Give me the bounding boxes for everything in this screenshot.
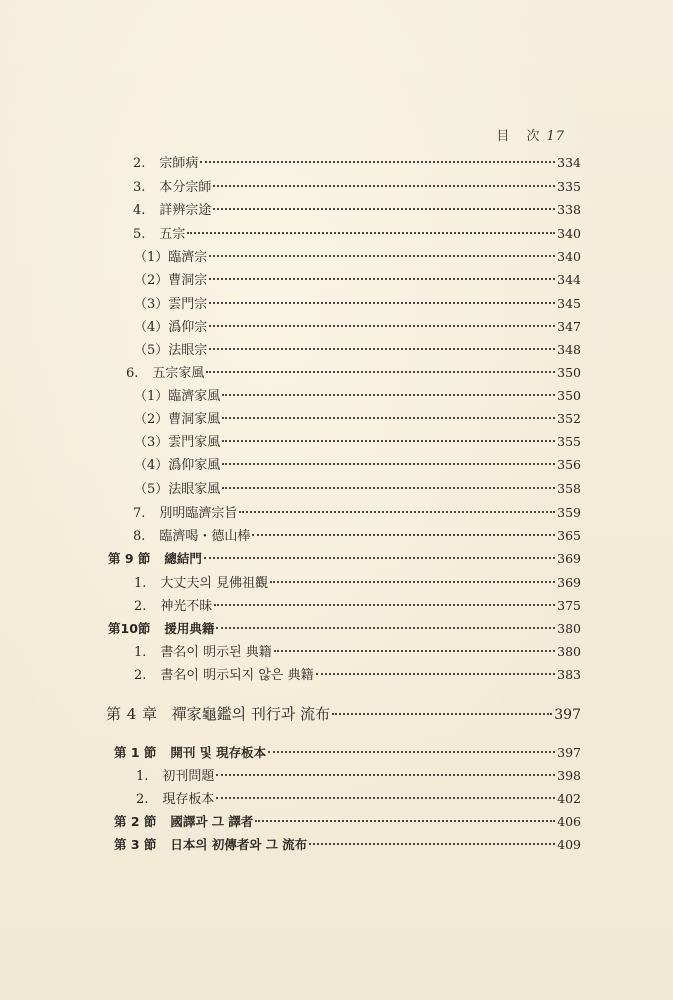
- entry-page: 352: [557, 411, 581, 426]
- entry-page: 335: [557, 179, 581, 194]
- dot-leader: [216, 627, 555, 629]
- toc-entry: [126, 364, 581, 383]
- section-title: 援用典籍: [164, 621, 215, 636]
- entry-number: （5）: [134, 343, 169, 358]
- entry-page: 340: [557, 226, 581, 241]
- dot-leader: [274, 650, 555, 652]
- entry-title: 五宗: [159, 227, 186, 242]
- dot-leader: [222, 394, 555, 396]
- entry-page: 398: [557, 768, 581, 783]
- dot-leader: [222, 463, 555, 465]
- dot-leader: [222, 487, 555, 489]
- entry-page: 359: [557, 505, 581, 520]
- entry-title: 大丈夫의 見佛祖觀: [160, 576, 269, 591]
- entry-page: 369: [557, 551, 581, 566]
- toc-section: [114, 836, 581, 854]
- entry-number: 2.: [133, 156, 146, 171]
- dot-leader: [200, 161, 555, 163]
- entry-number: （2）: [134, 412, 169, 427]
- page-number: 17: [546, 129, 565, 144]
- dot-leader: [209, 348, 555, 350]
- toc-entry: [134, 643, 581, 662]
- entry-number: 1.: [136, 769, 149, 784]
- entry-title: 五宗家風: [152, 366, 205, 381]
- entry-page: 347: [557, 319, 581, 334]
- entry-number: 2.: [134, 599, 147, 614]
- entry-number: 2.: [136, 792, 149, 807]
- entry-number: 4.: [133, 203, 146, 218]
- toc-entry: [134, 271, 581, 290]
- running-head-label-2: 次: [526, 129, 541, 144]
- toc-section: [108, 620, 581, 638]
- entry-number: （1）: [134, 389, 169, 404]
- toc-entry: [136, 790, 581, 809]
- entry-page: 355: [557, 434, 581, 449]
- dot-leader: [209, 302, 555, 304]
- section-number: 第 2 節: [114, 814, 157, 829]
- dot-leader: [270, 581, 555, 583]
- toc-entry: [133, 225, 581, 244]
- section-number: 第 1 節: [114, 745, 157, 760]
- entry-title: 別明臨濟宗旨: [159, 506, 238, 521]
- toc-entry: [134, 295, 581, 314]
- section-title: 國譯과 그 譯者: [170, 814, 254, 829]
- toc-entry: [134, 433, 581, 452]
- entry-number: 2.: [134, 668, 147, 683]
- entry-page: 375: [557, 598, 581, 613]
- entry-number: 3.: [133, 180, 146, 195]
- entry-number: 6.: [126, 366, 139, 381]
- entry-page: 356: [557, 457, 581, 472]
- dot-leader: [268, 751, 555, 753]
- entry-title: 臨濟宗: [168, 250, 208, 265]
- entry-page: 365: [557, 528, 581, 543]
- toc-entry: [134, 574, 581, 593]
- entry-title: 宗師病: [159, 156, 199, 171]
- section-title: 日本의 初傳者와 그 流布: [170, 837, 308, 852]
- entry-page: 409: [557, 837, 581, 852]
- entry-number: （5）: [134, 482, 169, 497]
- chapter-title: 禪家龜鑑의 刊行과 流布: [171, 705, 331, 723]
- entry-page: 350: [557, 388, 581, 403]
- entry-page: 397: [554, 707, 581, 723]
- entry-page: 397: [557, 745, 581, 760]
- section-number: 第 9 節: [108, 551, 151, 566]
- section-number: 第 3 節: [114, 837, 157, 852]
- entry-page: 348: [557, 342, 581, 357]
- dot-leader: [255, 820, 555, 822]
- dot-leader: [332, 713, 552, 715]
- toc-entry: [133, 178, 581, 197]
- entry-number: （3）: [134, 297, 169, 312]
- toc-entry: [134, 480, 581, 499]
- dot-leader: [209, 325, 555, 327]
- entry-number: （1）: [134, 250, 169, 265]
- entry-number: （4）: [134, 458, 169, 473]
- entry-title: 現存板本: [162, 792, 215, 807]
- dot-leader: [209, 278, 555, 280]
- dot-leader: [213, 208, 555, 210]
- toc-entry: [133, 527, 581, 546]
- dot-leader: [239, 511, 555, 513]
- entry-title: 神光不昧: [160, 599, 213, 614]
- toc-entry: [134, 597, 581, 616]
- toc-entry: [133, 154, 581, 173]
- toc-entry: [134, 456, 581, 475]
- toc-entry: [134, 318, 581, 337]
- toc-chapter: [106, 705, 581, 724]
- entry-page: 334: [557, 155, 581, 170]
- toc-entry: [136, 767, 581, 786]
- entry-page: 340: [557, 249, 581, 264]
- entry-title: 初刊問題: [162, 769, 215, 784]
- dot-leader: [206, 371, 555, 373]
- entry-title: 雲門宗: [168, 297, 208, 312]
- entry-title: 曹洞宗: [168, 273, 208, 288]
- entry-page: 369: [557, 575, 581, 590]
- entry-title: 書名이 明示된 典籍: [160, 645, 272, 660]
- dot-leader: [213, 185, 555, 187]
- dot-leader: [204, 557, 555, 559]
- toc-entry: [134, 410, 581, 429]
- toc-entry: [133, 201, 581, 220]
- entry-title: 潙仰家風: [168, 458, 221, 473]
- entry-number: 8.: [133, 529, 146, 544]
- toc-entry: [134, 248, 581, 267]
- section-title: 總結門: [164, 551, 202, 566]
- entry-title: 書名이 明示되지 않은 典籍: [160, 668, 314, 683]
- dot-leader: [216, 797, 555, 799]
- dot-leader: [187, 232, 555, 234]
- entry-page: 358: [557, 481, 581, 496]
- toc-entry: [133, 504, 581, 523]
- entry-page: 402: [557, 791, 581, 806]
- entry-number: （2）: [134, 273, 169, 288]
- entry-title: 潙仰宗: [168, 320, 208, 335]
- entry-title: 臨濟家風: [168, 389, 221, 404]
- toc-section: [114, 813, 581, 831]
- toc-entry: [134, 341, 581, 360]
- toc-section: [108, 550, 581, 568]
- entry-page: 406: [557, 814, 581, 829]
- entry-page: 380: [557, 644, 581, 659]
- entry-page: 345: [557, 296, 581, 311]
- entry-number: 1.: [134, 645, 147, 660]
- entry-number: （4）: [134, 320, 169, 335]
- entry-page: 350: [557, 365, 581, 380]
- dot-leader: [252, 534, 555, 536]
- entry-number: 5.: [133, 227, 146, 242]
- dot-leader: [316, 673, 556, 675]
- dot-leader: [222, 417, 555, 419]
- toc-entry: [134, 666, 581, 685]
- dot-leader: [222, 440, 555, 442]
- dot-leader: [216, 774, 555, 776]
- toc-entry: [134, 387, 581, 406]
- entry-title: 臨濟喝・德山棒: [159, 529, 251, 544]
- dot-leader: [209, 255, 555, 257]
- entry-number: 7.: [133, 506, 146, 521]
- entry-title: 本分宗師: [159, 180, 212, 195]
- running-head-label-1: 目: [496, 129, 511, 144]
- chapter-number: 第 4 章: [106, 705, 158, 723]
- dot-leader: [214, 604, 555, 606]
- entry-page: 383: [557, 667, 581, 682]
- entry-title: 雲門家風: [168, 435, 221, 450]
- section-title: 開刊 및 現存板本: [170, 745, 267, 760]
- dot-leader: [309, 843, 555, 845]
- section-number: 第10節: [108, 621, 151, 636]
- entry-title: 法眼宗: [168, 343, 208, 358]
- entry-page: 338: [557, 202, 581, 217]
- entry-page: 380: [557, 621, 581, 636]
- toc-section: [114, 744, 581, 762]
- entry-number: 1.: [134, 576, 147, 591]
- entry-page: 344: [557, 272, 581, 287]
- entry-title: 法眼家風: [168, 482, 221, 497]
- entry-title: 曹洞家風: [168, 412, 221, 427]
- entry-number: （3）: [134, 435, 169, 450]
- entry-title: 詳辨宗途: [159, 203, 212, 218]
